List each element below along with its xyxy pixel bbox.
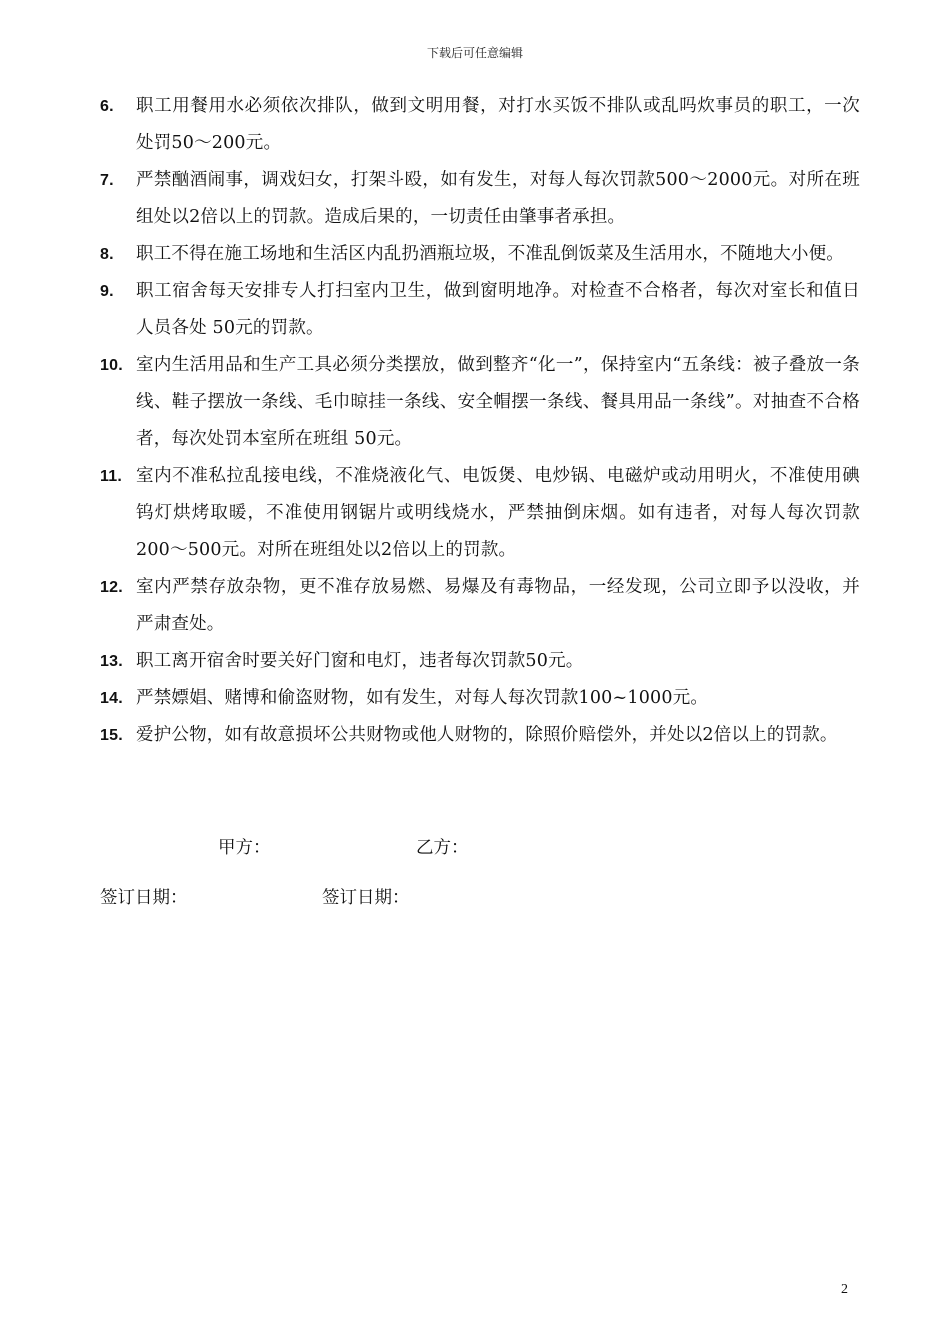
item-text: 爱护公物，如有故意损坏公共财物或他人财物的，除照价赔偿外，并处以2倍以上的罚款。 (136, 725, 838, 745)
item-number: 11. (100, 468, 122, 485)
list-item (100, 162, 860, 236)
sign-date-a-label: 签订日期： (100, 888, 188, 908)
item-number: 12. (100, 579, 123, 596)
item-number: 6. (100, 98, 114, 115)
item-text: 严禁嫖娼、赌博和偷盗财物，如有发生，对每人每次罚款100~1000元。 (136, 688, 709, 708)
page-header: 下载后可任意编辑 (426, 46, 523, 60)
page-number: 2 (841, 1282, 848, 1297)
item-text: 严禁酗酒闹事，调戏妇女，打架斗殴，如有发生，对每人每次罚款500～2000元。对所在班组处以2倍以上的罚款。造成后果的，一切责任由肇事者承担。 (136, 170, 860, 227)
item-number: 10. (100, 357, 123, 374)
item-text: 职工用餐用水必须依次排队，做到文明用餐，对打水买饭不排队或乱吗炊事员的职工，一次处罚50～200元。 (136, 96, 860, 153)
party-a-label: 甲方： (218, 838, 271, 858)
item-number: 9. (100, 283, 114, 300)
item-number: 8. (100, 246, 114, 263)
sign-date-b-label: 签订日期： (322, 888, 410, 908)
item-text: 职工宿舍每天安排专人打扫室内卫生，做到窗明地净。对检查不合格者，每次对室长和值日人员各处 50元的罚款。 (136, 281, 860, 338)
item-number: 15. (100, 727, 123, 744)
item-number: 13. (100, 653, 123, 670)
list-item (100, 458, 860, 569)
item-text: 职工离开宿舍时要关好门窗和电灯，违者每次罚款50元。 (136, 651, 584, 671)
list-item (100, 569, 860, 643)
item-text: 室内严禁存放杂物，更不准存放易燃、易爆及有毒物品，一经发现，公司立即予以没收，并严肃查处。 (136, 577, 860, 634)
list-item (100, 273, 860, 347)
item-text: 室内生活用品和生产工具必须分类摆放，做到整齐“化一”，保持室内“五条线：被子叠放一条线、鞋子摆放一条线、毛巾晾挂一条线、安全帽摆一条线、餐具用品一条线”。对抽查不合格者，每次处罚本室所在班组 50元。 (136, 355, 860, 449)
list-item (100, 717, 860, 754)
item-text: 职工不得在施工场地和生活区内乱扔酒瓶垃圾，不准乱倒饭菜及生活用水，不随地大小便。 (136, 244, 844, 264)
list-item (100, 680, 860, 717)
list-item (100, 643, 860, 680)
list-item (100, 88, 860, 162)
item-number: 7. (100, 172, 114, 189)
rules-list (100, 88, 860, 754)
list-item (100, 347, 860, 458)
list-item (100, 236, 860, 273)
item-text: 室内不准私拉乱接电线，不准烧液化气、电饭煲、电炒锅、电磁炉或动用明火，不准使用碘钨灯烘烤取暖，不准使用钢锯片或明线烧水，严禁抽倒床烟。如有违者，对每人每次罚款200～500元。对所在班组处以2倍以上的罚款。 (136, 466, 860, 560)
item-number: 14. (100, 690, 123, 707)
party-b-label: 乙方： (416, 838, 469, 858)
